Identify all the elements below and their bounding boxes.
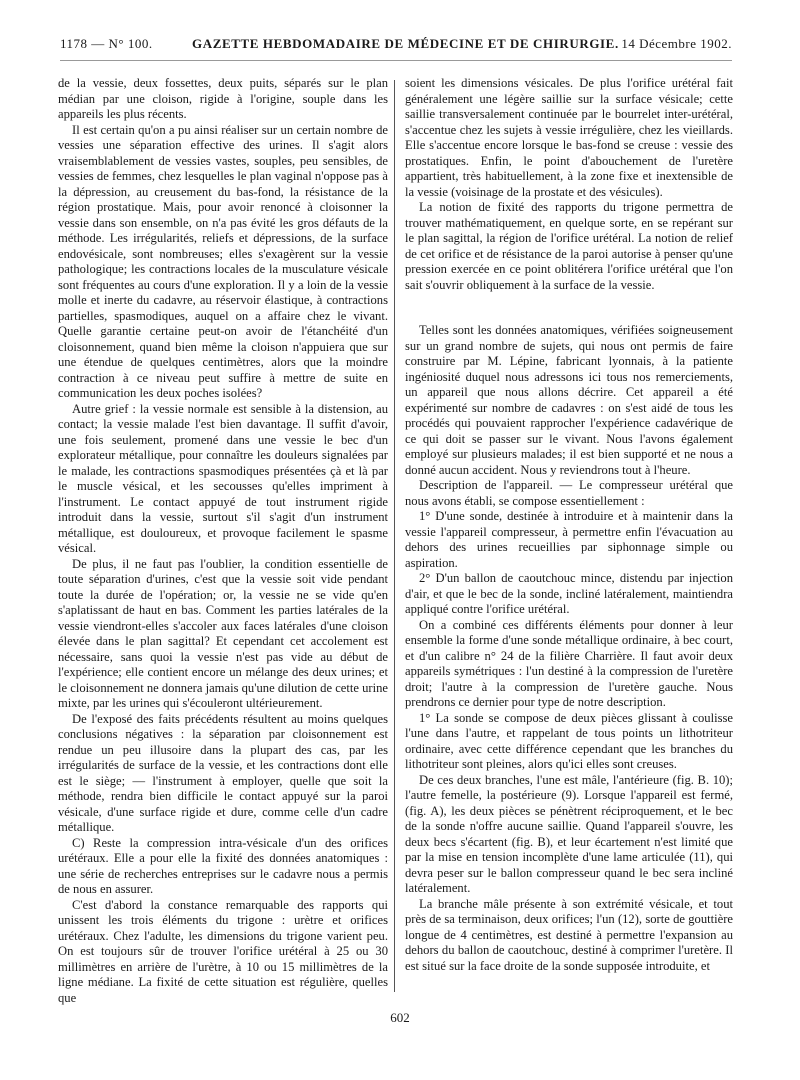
paragraph: C'est d'abord la constance remarquable des rapports qui unissent les trois éléments du trigone : urètre et orifices urétéraux. Chez l'adulte, les dimensions du trigone varient peu. On est toujours sûr de trouver l'orifice urétéral à 25 ou 30 millimètres en arrière de l'urètre, à 10 ou 15 millimètres de la ligne médiane. La fixité de cette situation est régulière, quelles que xyxy=(58,897,388,1005)
paragraph: De l'exposé des faits précédents résultent au moins quelques conclusions négatives : la séparation par cloisonnement est rendue un peu illusoire dans la plupart des cas, par les irrégularités de surface de la vessie, et les contractions dont elle est le siège; — l'instrument à employer, quelle que soit la méthode, rendra bien difficile le contact appuyé sur la paroi vésicale, d'une surface rigide et dure, comme celle d'un cadre métallique. xyxy=(58,711,388,834)
paragraph: 2° D'un ballon de caoutchouc mince, distendu par injection d'air, et que le bec de la sonde, incliné latéralement, maintiendra appliqué contre l'orifice urétéral. xyxy=(405,571,733,616)
page-number: 602 xyxy=(390,1010,410,1025)
issue-date: 14 Décembre 1902. xyxy=(621,36,732,51)
paragraph: On a combiné ces différents éléments pour donner à leur ensemble la forme d'une sonde métallique ordinaire, à bec court, et d'un calibre n° 24 de la filière Charrière. Il faut avoir deux appareils symétriques : l'un destiné à la compression de l'uretère droit; l'autre à la compression de l'uretère gauche. Nous prendrons ce dernier pour type de notre description. xyxy=(405,617,733,709)
paragraph: Autre grief : la vessie normale est sensible à la distension, au contact; la vessie malade l'est bien davantage. Il suffit d'avoir, une fois seulement, promené dans une vessie le bec d'un explorateur métallique, pour connaître les douleurs signalées par le malade, les contractions spasmodiques présentées çà et là par le muscle vésical, et les secousses qu'elles impriment à l'instrument. Le contact appuyé de tout instrument rigide introduit dans la vessie, surtout s'il s'agit d'un instrument métallique, est douloureux, et provoque facilement le spasme vésical. xyxy=(58,401,388,555)
page-issue-number: 1178 — N° 100. xyxy=(60,36,153,51)
paragraph: La branche mâle présente à son extrémité vésicale, et tout près de sa terminaison, deux orifices; l'un (12), sorte de gouttière longue de 4 centimètres, est destiné à permettre l'expansion au dehors du ballon de caoutchouc, destiné à comprimer l'uretère. Il est situé sur la face droite de la sonde supposée introduite, et xyxy=(405,896,733,973)
paragraph: de la vessie, deux fossettes, deux puits, séparés sur le plan médian par une cloison, rigide à l'origine, souple dans les appareils les plus récents. xyxy=(58,76,388,121)
header-rule xyxy=(60,60,732,61)
paragraph: Telles sont les données anatomiques, vérifiées soigneusement sur un grand nombre de sujets, qui nous ont permis de faire construire par M. Lépine, fabricant lyonnais, à la patiente ingéniosité duquel nous adressons ici tous nos remerciements, un appareil que nous allons décrire. Cet appareil a été expérimenté sur nombre de cadavres : on s'est aidé de tous les procédés qui pouvaient rapprocher l'expérience cadavérique de ce qui doit se passer sur le vivant. Nous l'avons également employé sur plusieurs malades; il est bien supporté et ne nous a donné aucun accident. Nous y reviendrons tout à l'heure. xyxy=(405,323,733,477)
paragraph: Il est certain qu'on a pu ainsi réaliser sur un certain nombre de vessies une séparation effective des urines. Il s'agit alors vraisemblablement de vessies vastes, souples, peu sensibles, de vessies de femmes, chez lesquelles le plan vaginal n'oppose pas à la dépression, au creusement du bas-fond, la résistance de la région prostatique. Mais, pour avoir renoncé à cloisonner la vessie dans son ensemble, on n'a pas évité les gros défauts de la méthode. Les irrégularités, reliefs et dépressions, de la surface endovésicale, sont nombreuses; elles s'exagèrent sur la vessie pathologique; les contractions locales de la musculature vésicale sont fréquentes au cours d'une exploration. Il y a loin de la vessie molle et inerte du cadavre, au réservoir élastique, à contractions partielles, spasmodiques, auquel on a affaire chez le vivant. Quelle garantie certaine peut-on avoir de l'étanchéité d'un cloisonnement, quand bien même la cloison n'appuiera que sur une étendue de quelques centimètres, alors que la moindre contraction à ce niveau peut suffire à mettre de suite en communication les deux poches isolées? xyxy=(58,122,388,400)
paragraph: La notion de fixité des rapports du trigone permettra de trouver mathématiquement, en quelque sorte, en se repérant sur le plan sagittal, la région de l'orifice urétéral. La notion de relief de cet orifice et de résistance de la paroi autorise à penser qu'une pression exercée en ce point oblitérera l'orifice urétéral que l'on sait s'ouvrir obliquement à la surface de la vessie. xyxy=(405,200,733,292)
column-divider xyxy=(394,80,395,992)
paragraph: De ces deux branches, l'une est mâle, l'antérieure (fig. B. 10); l'autre femelle, la postérieure (9). Lorsque l'appareil est fermé, (fig. A), les deux pièces se pénètrent réciproquement, et le bec de la sonde n'offre aucune saillie. Quand l'appareil s'ouvre, les deux becs s'écartent (fig. B), et leur écartement n'est limité que par la mise en tension incomplète d'une lame articulée (11), qui devra peser sur le ballon compresseur quand le bec sera incliné latéralement. xyxy=(405,772,733,895)
paragraph: 1° D'une sonde, destinée à introduire et à maintenir dans la vessie l'appareil compresseur, à permettre enfin l'évacuation au dehors des urines recueillies par siphonnage simple ou aspiration. xyxy=(405,509,733,570)
left-column xyxy=(58,76,388,1006)
running-header xyxy=(60,36,732,58)
paragraph: Description de l'appareil. — Le compresseur urétéral que nous avons établi, se compose essentiellement : xyxy=(405,478,733,508)
paragraph: De plus, il ne faut pas l'oublier, la condition essentielle de toute séparation d'urines, c'est que la vessie soit vide pendant toute la durée de l'opération; or, la vessie ne se vide qu'en s'aplatissant de haut en bas. Comment les parties latérales de la vessie viendront-elles s'accoler aux faces latérales d'une cloison élevée dans le plan sagittal? Et cependant cet accolement est nécessaire, sans quoi la vessie n'est pas vide au début de l'expérience; elle contient encore un mélange des deux urines; et le cloisonnement ne donnera jamais qu'une dilution de cette urine mixte, par les urines qui s'écouleront ultérieurement. xyxy=(58,556,388,710)
journal-title: GAZETTE HEBDOMADAIRE DE MÉDECINE ET DE CHIRURGIE. xyxy=(192,36,619,51)
paragraph: C) Reste la compression intra-vésicale d'un des orifices urétéraux. Elle a pour elle la fixité des données anatomiques : une série de recherches entreprises sur le cadavre nous a permis de nous en assurer. xyxy=(58,835,388,896)
right-column xyxy=(405,76,733,1006)
paragraph: 1° La sonde se compose de deux pièces glissant à coulisse l'une dans l'autre, et rappelant de tous points un lithotriteur ordinaire, avec cette différence cependant que les branches du lithotriteur sont pleines, alors qu'ici elles sont creuses. xyxy=(405,710,733,771)
paragraph: soient les dimensions vésicales. De plus l'orifice urétéral fait généralement une légère saillie sur la surface vésicale; cette saillie transversalement continuée par le bourrelet inter-urétéral, s'accentue chez les sujets à vessie irrégulière, chez les vieillards. Elle s'accentue encore lorsque le bas-fond se creuse : vessie des prostatiques. Enfin, le point d'abouchement de l'uretère appartient, très habituellement, à la zone fixe et inextensible de la vessie (voisinage de la prostate et des vésicules). xyxy=(405,76,733,199)
